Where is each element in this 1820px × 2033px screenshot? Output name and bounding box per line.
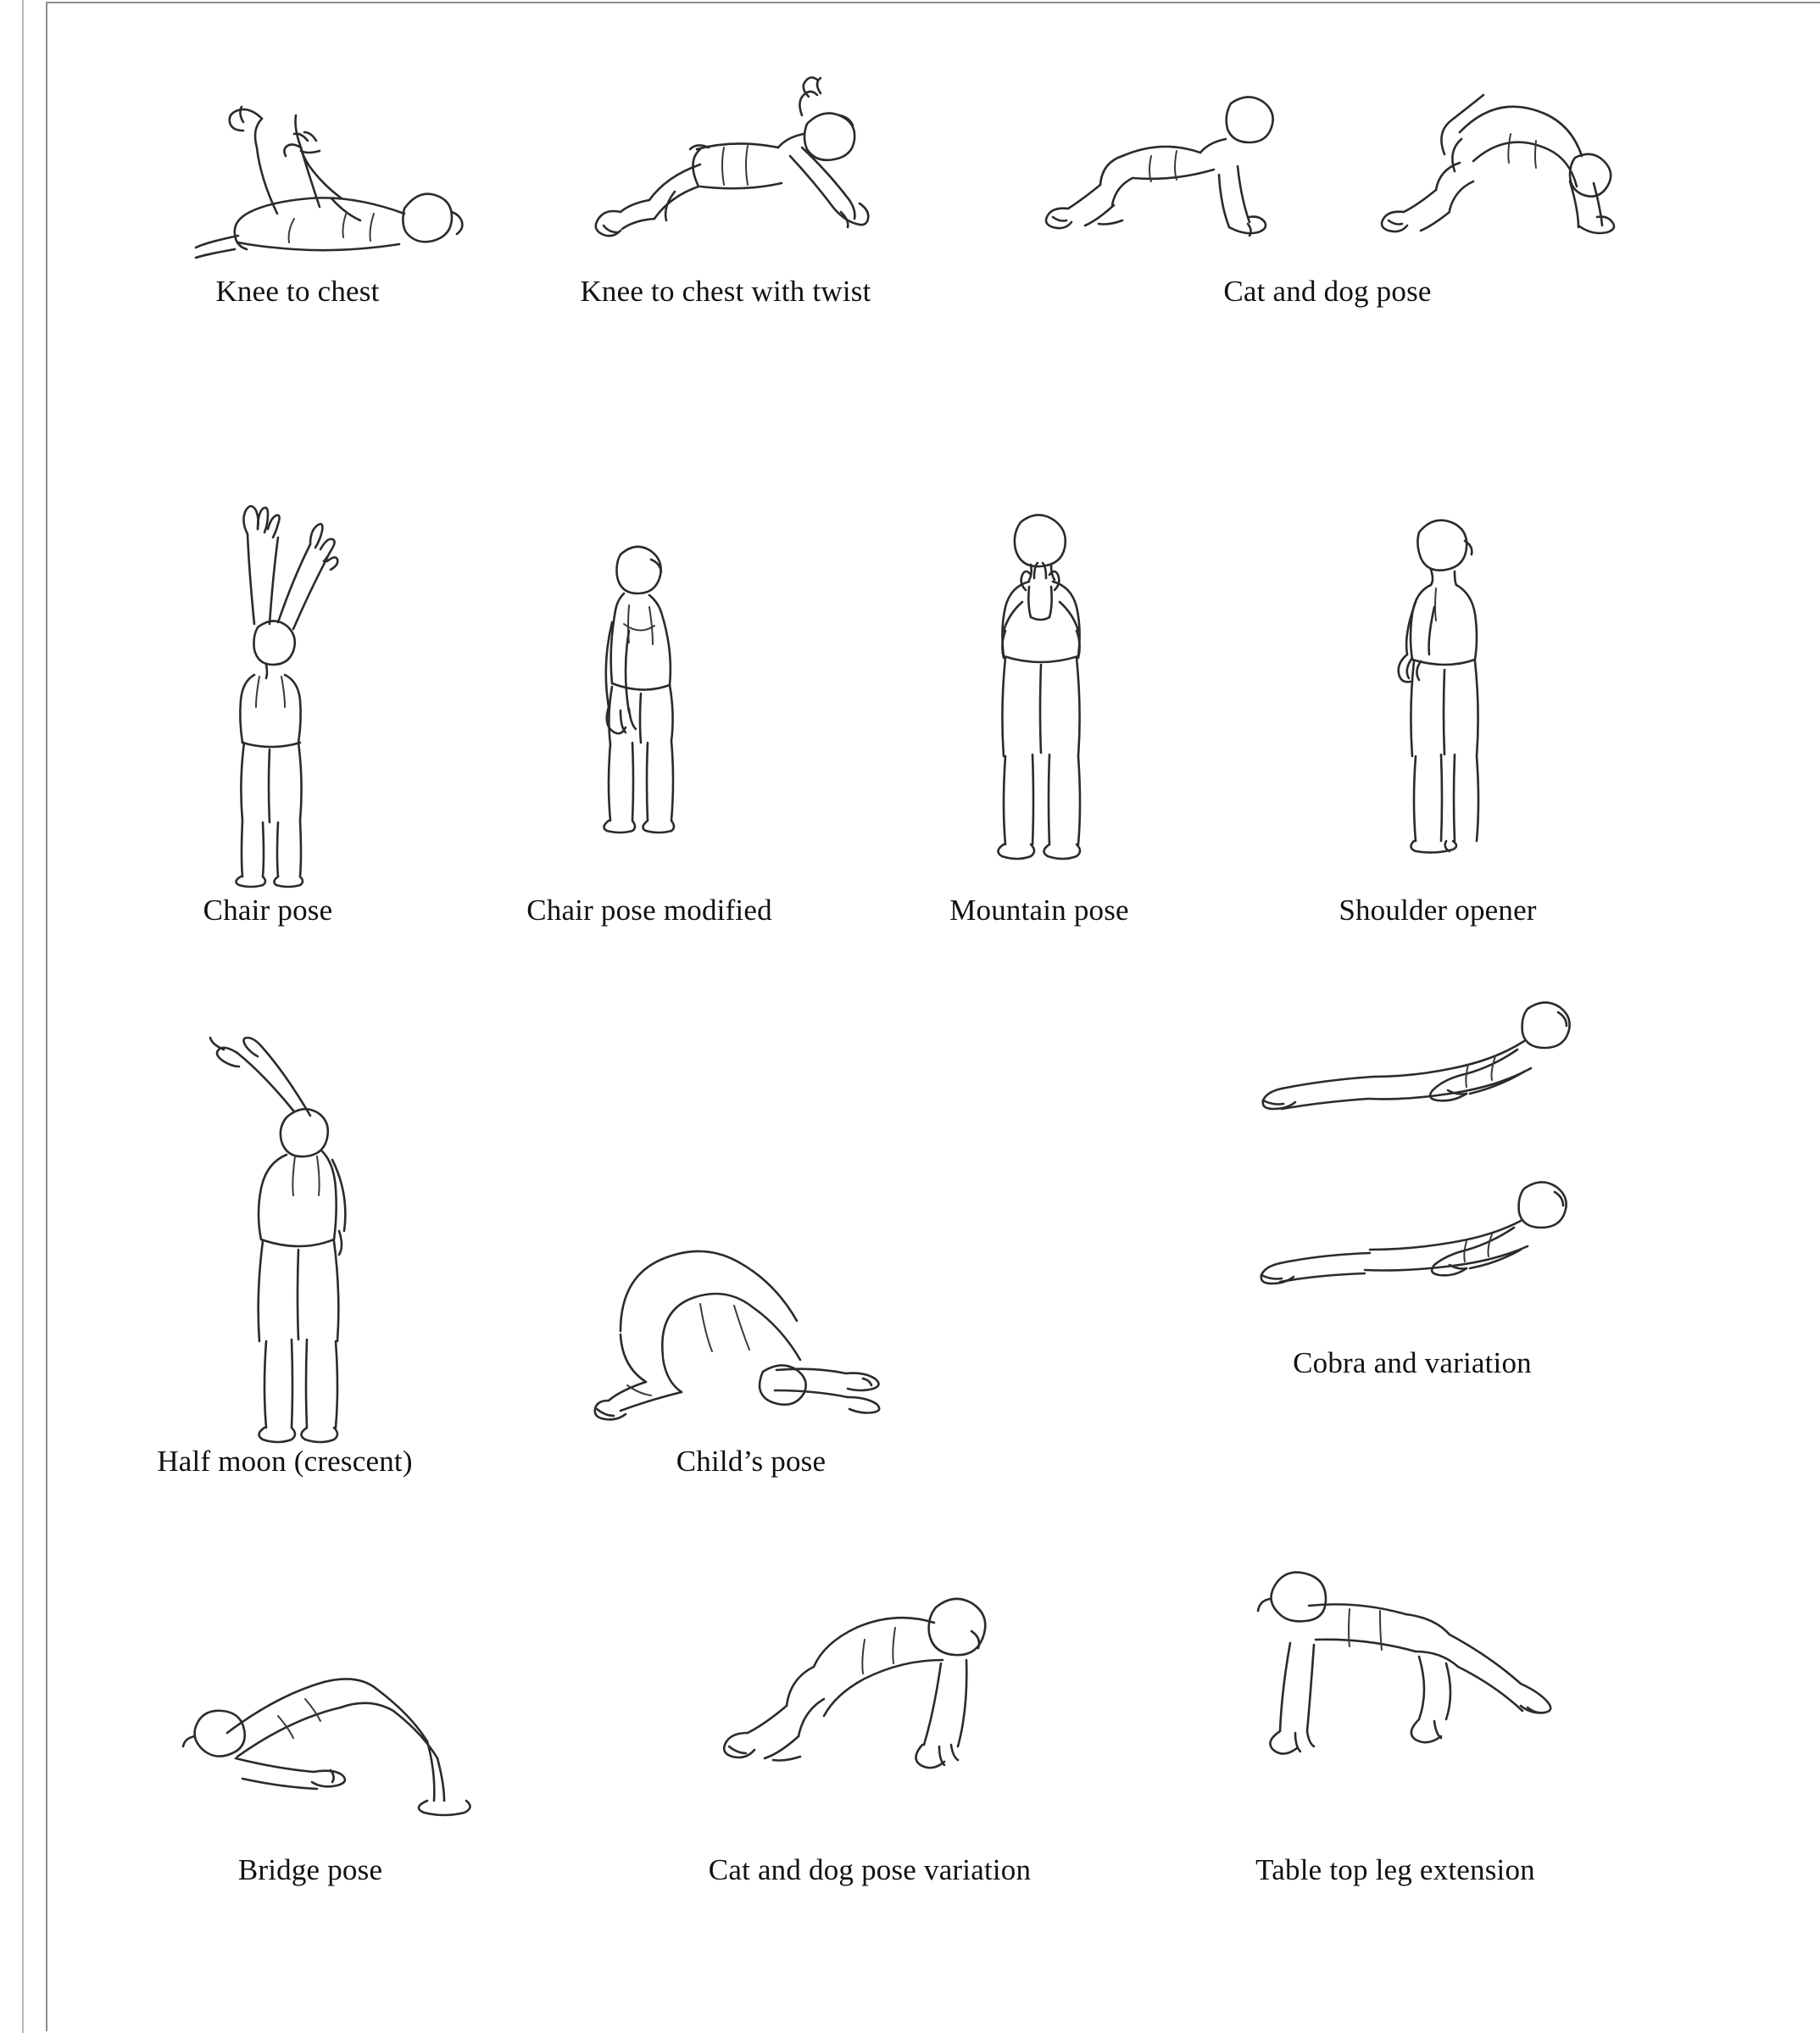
caption-cat-and-dog-pose: Cat and dog pose bbox=[1223, 275, 1432, 308]
figure-quadruped-leg-extension bbox=[1158, 1555, 1633, 1818]
caption-cat-and-dog-pose-variation: Cat and dog pose variation bbox=[708, 1853, 1032, 1886]
exercise-row-1 bbox=[47, 54, 1820, 410]
figure-quadruped-cat-and-dog-pair bbox=[1031, 54, 1624, 266]
figure-standing-arms-overhead bbox=[98, 487, 437, 885]
figure-standing-side-bend bbox=[81, 1004, 488, 1436]
exercise-item-knee-to-chest-with-twist bbox=[522, 54, 929, 309]
figure-prone-cobra-pair bbox=[1175, 987, 1650, 1316]
caption-table-top-leg-extension: Table top leg extension bbox=[1255, 1853, 1535, 1886]
exercise-item-cat-and-dog-pose-variation bbox=[641, 1555, 1099, 1887]
figure-standing-forward-hinge-hands-on-thighs bbox=[454, 487, 844, 885]
figure-supine-bridge bbox=[98, 1580, 522, 1818]
exercise-item-table-top-leg-extension bbox=[1158, 1555, 1633, 1887]
exercise-item-childs-pose bbox=[556, 1199, 946, 1479]
exercise-row-3 bbox=[47, 1004, 1820, 1479]
exercise-item-bridge-pose bbox=[98, 1580, 522, 1887]
figure-supine-knee-to-chest-twist bbox=[522, 54, 929, 266]
caption-knee-to-chest: Knee to chest bbox=[215, 275, 380, 308]
caption-shoulder-opener: Shoulder opener bbox=[1339, 894, 1537, 927]
exercise-item-shoulder-opener bbox=[1251, 487, 1624, 927]
caption-cobra-and-variation: Cobra and variation bbox=[1293, 1346, 1532, 1379]
caption-half-moon-crescent: Half moon (crescent) bbox=[157, 1445, 413, 1478]
caption-childs-pose: Child’s pose bbox=[676, 1445, 827, 1478]
caption-chair-pose: Chair pose bbox=[203, 894, 333, 927]
exercise-row-4 bbox=[47, 1580, 1820, 1953]
figure-kneeling-childs-pose bbox=[556, 1199, 946, 1436]
figure-quadruped-rounded-back bbox=[641, 1555, 1099, 1818]
exercise-item-chair-pose bbox=[98, 487, 437, 927]
figure-standing-side-arms-behind bbox=[1251, 487, 1624, 885]
caption-chair-pose-modified: Chair pose modified bbox=[526, 894, 772, 927]
exercise-grid bbox=[47, 3, 1820, 2031]
page-gutter-rule-outer bbox=[22, 0, 24, 2033]
figure-standing-prayer-hands bbox=[861, 487, 1217, 885]
caption-mountain-pose: Mountain pose bbox=[949, 894, 1129, 927]
caption-knee-to-chest-with-twist: Knee to chest with twist bbox=[580, 275, 871, 308]
exercise-item-mountain-pose bbox=[861, 487, 1217, 927]
exercise-item-knee-to-chest bbox=[98, 54, 497, 309]
exercise-row-2 bbox=[47, 487, 1820, 927]
exercise-item-half-moon-crescent bbox=[81, 1004, 488, 1479]
caption-bridge-pose: Bridge pose bbox=[237, 1853, 383, 1886]
exercise-item-chair-pose-modified bbox=[454, 487, 844, 927]
figure-supine-knee-to-chest bbox=[98, 54, 497, 266]
exercise-item-cat-and-dog-pose bbox=[1031, 54, 1624, 309]
exercise-item-cobra-and-variation bbox=[1175, 987, 1650, 1380]
